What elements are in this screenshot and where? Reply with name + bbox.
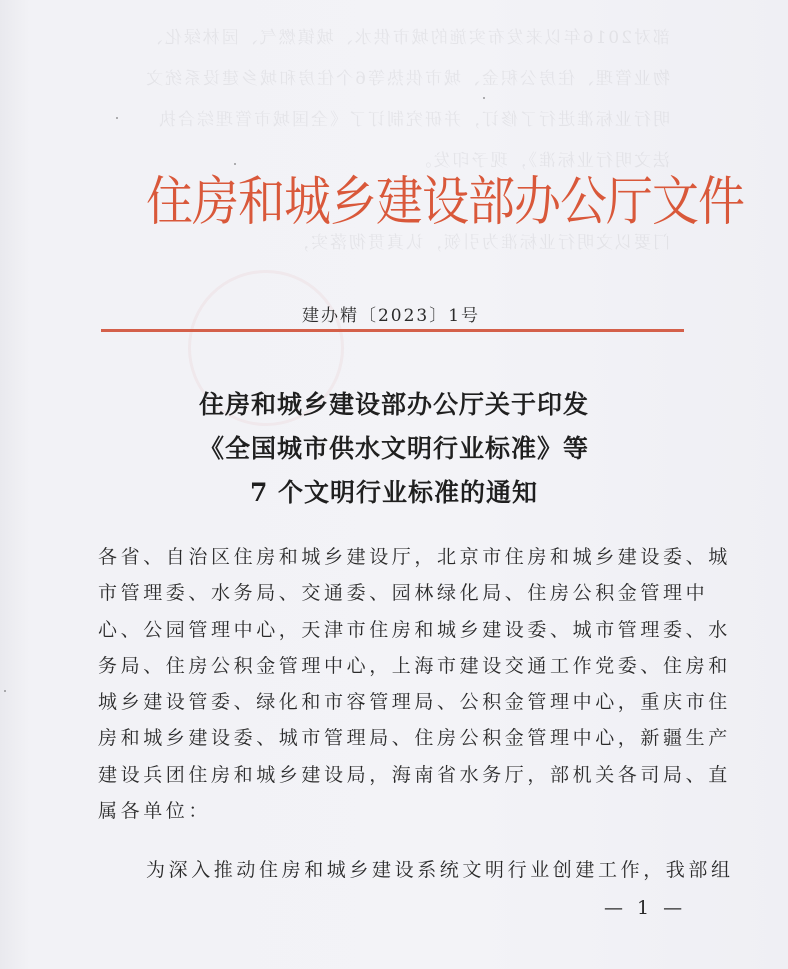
document-title xyxy=(0,383,788,515)
addressee-line: 各省、自治区住房和城乡建设厅，北京市住房和城乡建设委、城 xyxy=(98,546,731,568)
addressee-line: 市管理委、水务局、交通委、园林绿化局、住房公积金管理中 xyxy=(98,582,709,605)
title-line: 7 个文明行业标准的通知 xyxy=(249,478,539,507)
bleed-line: 法文明行业标准》，现予印发。 xyxy=(412,151,670,171)
addressee-block xyxy=(98,539,731,829)
addressee-line: 心、公园管理中心，天津市住房和城乡建设委、城市管理委、水 xyxy=(98,618,731,641)
scan-speck xyxy=(234,163,236,165)
bleed-line: 部对2016年以来发布实施的城市供水、城镇燃气、园林绿化、 xyxy=(143,28,670,48)
addressee-line: 属各单位： xyxy=(98,800,212,823)
scan-speck xyxy=(116,117,118,119)
body-paragraph: 为深入推动住房和城乡建设系统文明行业创建工作，我部组 xyxy=(146,859,734,881)
red-header-title: 住房和城乡建设部办公厅文件 xyxy=(146,171,744,233)
title-line: 《全国城市供水文明行业标准》等 xyxy=(198,434,589,463)
bleed-line: 物业管理、住房公积金、城市供热等6个住房和城乡建设系统文 xyxy=(144,69,670,89)
title-line: 住房和城乡建设部办公厅关于印发 xyxy=(198,390,589,419)
scan-speck xyxy=(483,97,485,99)
addressee-line: 房和城乡建设委、城市管理局、住房公积金管理中心，新疆生产 xyxy=(98,727,731,750)
page-number: — 1 — xyxy=(604,897,687,919)
scan-speck xyxy=(4,690,6,692)
document-number: 建办精〔2023〕1号 xyxy=(301,306,481,326)
addressee-line: 城乡建设管委、绿化和市容管理局、公积金管理中心，重庆市住 xyxy=(98,691,731,714)
red-divider-rule xyxy=(101,329,684,332)
addressee-line: 务局、住房公积金管理中心，上海市建设交通工作党委、住房和 xyxy=(98,654,731,677)
bleed-line: 明行业标准进行了修订，并研究制订了《全国城市管理综合执 xyxy=(157,110,670,130)
bleed-line: 门要以文明行业标准为引领，认真贯彻落实， xyxy=(290,233,670,253)
addressee-line: 建设兵团住房和城乡建设局，海南省水务厅，部机关各司局、直 xyxy=(98,763,731,786)
